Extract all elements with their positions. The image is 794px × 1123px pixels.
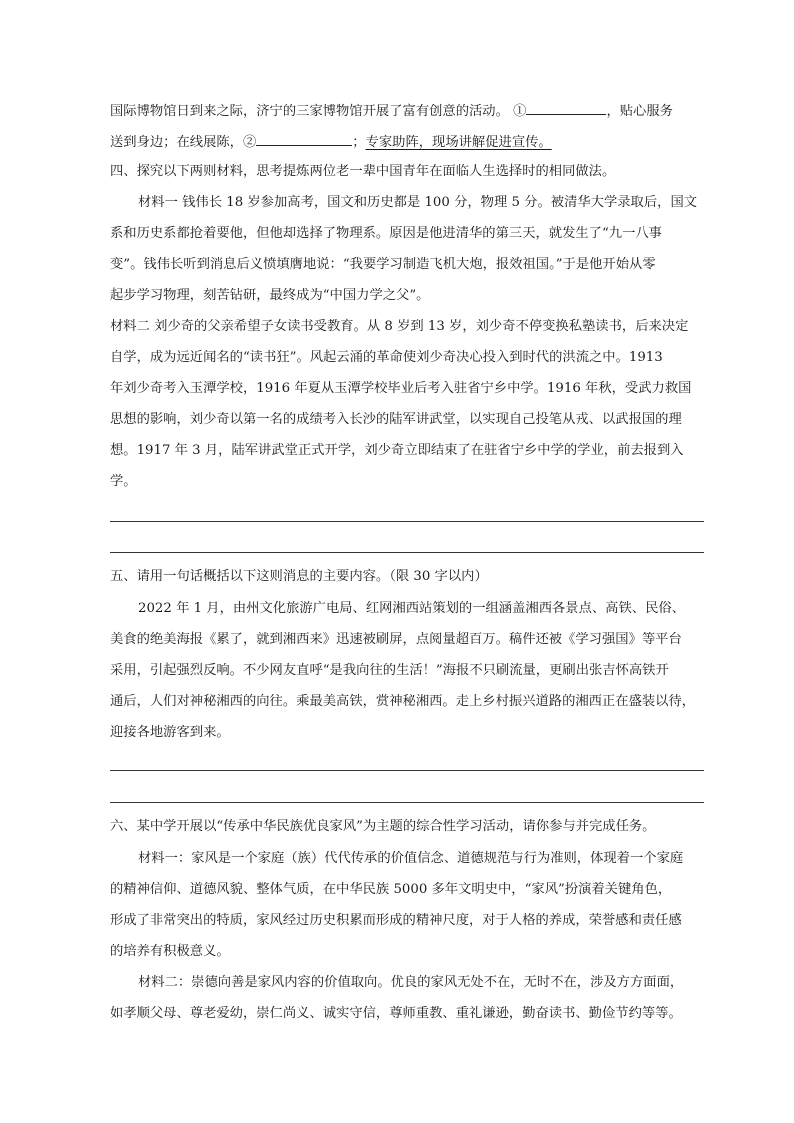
q5-heading: 五、请用一句话概括以下这则消息的主要内容。（限 30 字以内）	[110, 569, 488, 584]
q6-material1-line: 形成了非常突出的特质，家风经过历史积累而形成的精神尺度，对于人格的养成，荣誉感和责任感	[110, 913, 682, 928]
q4-material2-line: 材料二 刘少奇的父亲希望子女读书受教育。从 8 岁到 13 岁，刘少奇不停变换私塾读书，后来决定	[110, 319, 689, 334]
intro-line2-tail: 专家助阵，现场讲解促进宣传。	[365, 135, 552, 150]
q6-material2-line: 如孝顺父母、尊老爱幼，崇仁尚义、诚实守信，尊师重教、重礼谦逊，勤奋读书、勤俭节约等等。	[110, 1006, 682, 1021]
q4-material2-line: 自学，成为远近闻名的“读书狂”。风起云涌的革命使刘少奇决心投入到时代的洪流之中。1913	[110, 350, 663, 365]
q5-news-line: 采用，引起强烈反响。不少网友直呼“是我向往的生活！”海报不只刷流量，更刷出张吉怀高铁开	[110, 663, 669, 678]
q4-material1-line: 系和历史系都抢着要他，但他却选择了物理系。原因是他进清华的第三天，就发生了“九一八事	[110, 226, 662, 241]
q4-material1-line: 起步学习物理，刻苦钻研，最终成为“中国力学之父”。	[110, 288, 430, 303]
q4-answer-line-2[interactable]	[110, 552, 704, 553]
intro-line2-head: 送到身边；在线展陈，	[110, 135, 243, 150]
q4-material2-line: 思想的影响，刘少奇以第一名的成绩考入长沙的陆军讲武堂，以实现自己投笔从戎、以武报国的理	[110, 412, 682, 427]
q4-material2-line: 学。	[110, 474, 137, 489]
q5-answer-line-2[interactable]	[110, 802, 704, 803]
intro-line-1	[110, 101, 673, 121]
q5-news-line: 通后，人们对神秘湘西的向往。乘最美高铁，赏神秘湘西。走上乡村振兴道路的湘西正在盛装以待，	[110, 694, 696, 709]
answer-blank-2[interactable]	[256, 132, 352, 146]
blank-marker-2: ②	[242, 135, 257, 150]
intro-text: 国际博物馆日到来之际，济宁的三家博物馆开展了富有创意的活动。	[110, 104, 509, 119]
blank-marker-1: ①	[513, 104, 527, 119]
q6-material2-line: 材料二：崇德向善是家风内容的价值取向。优良的家风无处不在，无时不在，涉及方方面面，	[138, 975, 684, 990]
q6-heading: 六、某中学开展以“传承中华民族优良家风”为主题的综合性学习活动，请你参与并完成任务。	[110, 819, 656, 834]
q4-material2-line: 想。1917 年 3 月，陆军讲武堂正式开学，刘少奇立即结束了在驻省宁乡中学的学业，前去报到入	[110, 443, 684, 458]
intro-tail: ，贴心服务	[606, 104, 673, 119]
q4-answer-line-1[interactable]	[110, 521, 704, 522]
q4-material1-line: 材料一 钱伟长 18 岁参加高考，国文和历史都是 100 分，物理 5 分。被清华大学录取后，国文	[138, 195, 698, 210]
answer-blank-1[interactable]	[526, 101, 606, 115]
q4-heading: 四、探究以下两则材料，思考提炼两位老一辈中国青年在面临人生选择时的相同做法。	[110, 164, 616, 179]
intro-line2-sep: ；	[352, 135, 366, 150]
q6-material1-line: 材料一：家风是一个家庭（族）代代传承的价值信念、道德规范与行为准则，体现着一个家庭	[138, 851, 684, 866]
q6-material1-line: 的培养有积极意义。	[110, 944, 230, 959]
q5-news-line: 美食的绝美海报《累了，就到湘西来》迅速被刷屏，点阅量超百万。稿件还被《学习强国》等平台	[110, 632, 682, 647]
q5-answer-line-1[interactable]	[110, 770, 704, 771]
q4-material1-line: 变”。钱伟长听到消息后义愤填膺地说：“我要学习制造飞机大炮，报效祖国。”于是他开始从零	[110, 257, 656, 272]
q5-news-line: 2022 年 1 月，由州文化旅游广电局、红网湘西站策划的一组涵盖湘西各景点、高铁、民俗、	[138, 601, 685, 616]
q5-news-line: 迎接各地游客到来。	[110, 725, 230, 740]
intro-line-2	[110, 132, 552, 152]
q4-material2-line: 年刘少奇考入玉潭学校，1916 年夏从玉潭学校毕业后考入驻省宁乡中学。1916 年秋，受武力救国	[110, 381, 692, 396]
q6-material1-line: 的精神信仰、道德风貌、整体气质，在中华民族 5000 多年文明史中，“家风”扮演着关键角色，	[110, 882, 672, 897]
